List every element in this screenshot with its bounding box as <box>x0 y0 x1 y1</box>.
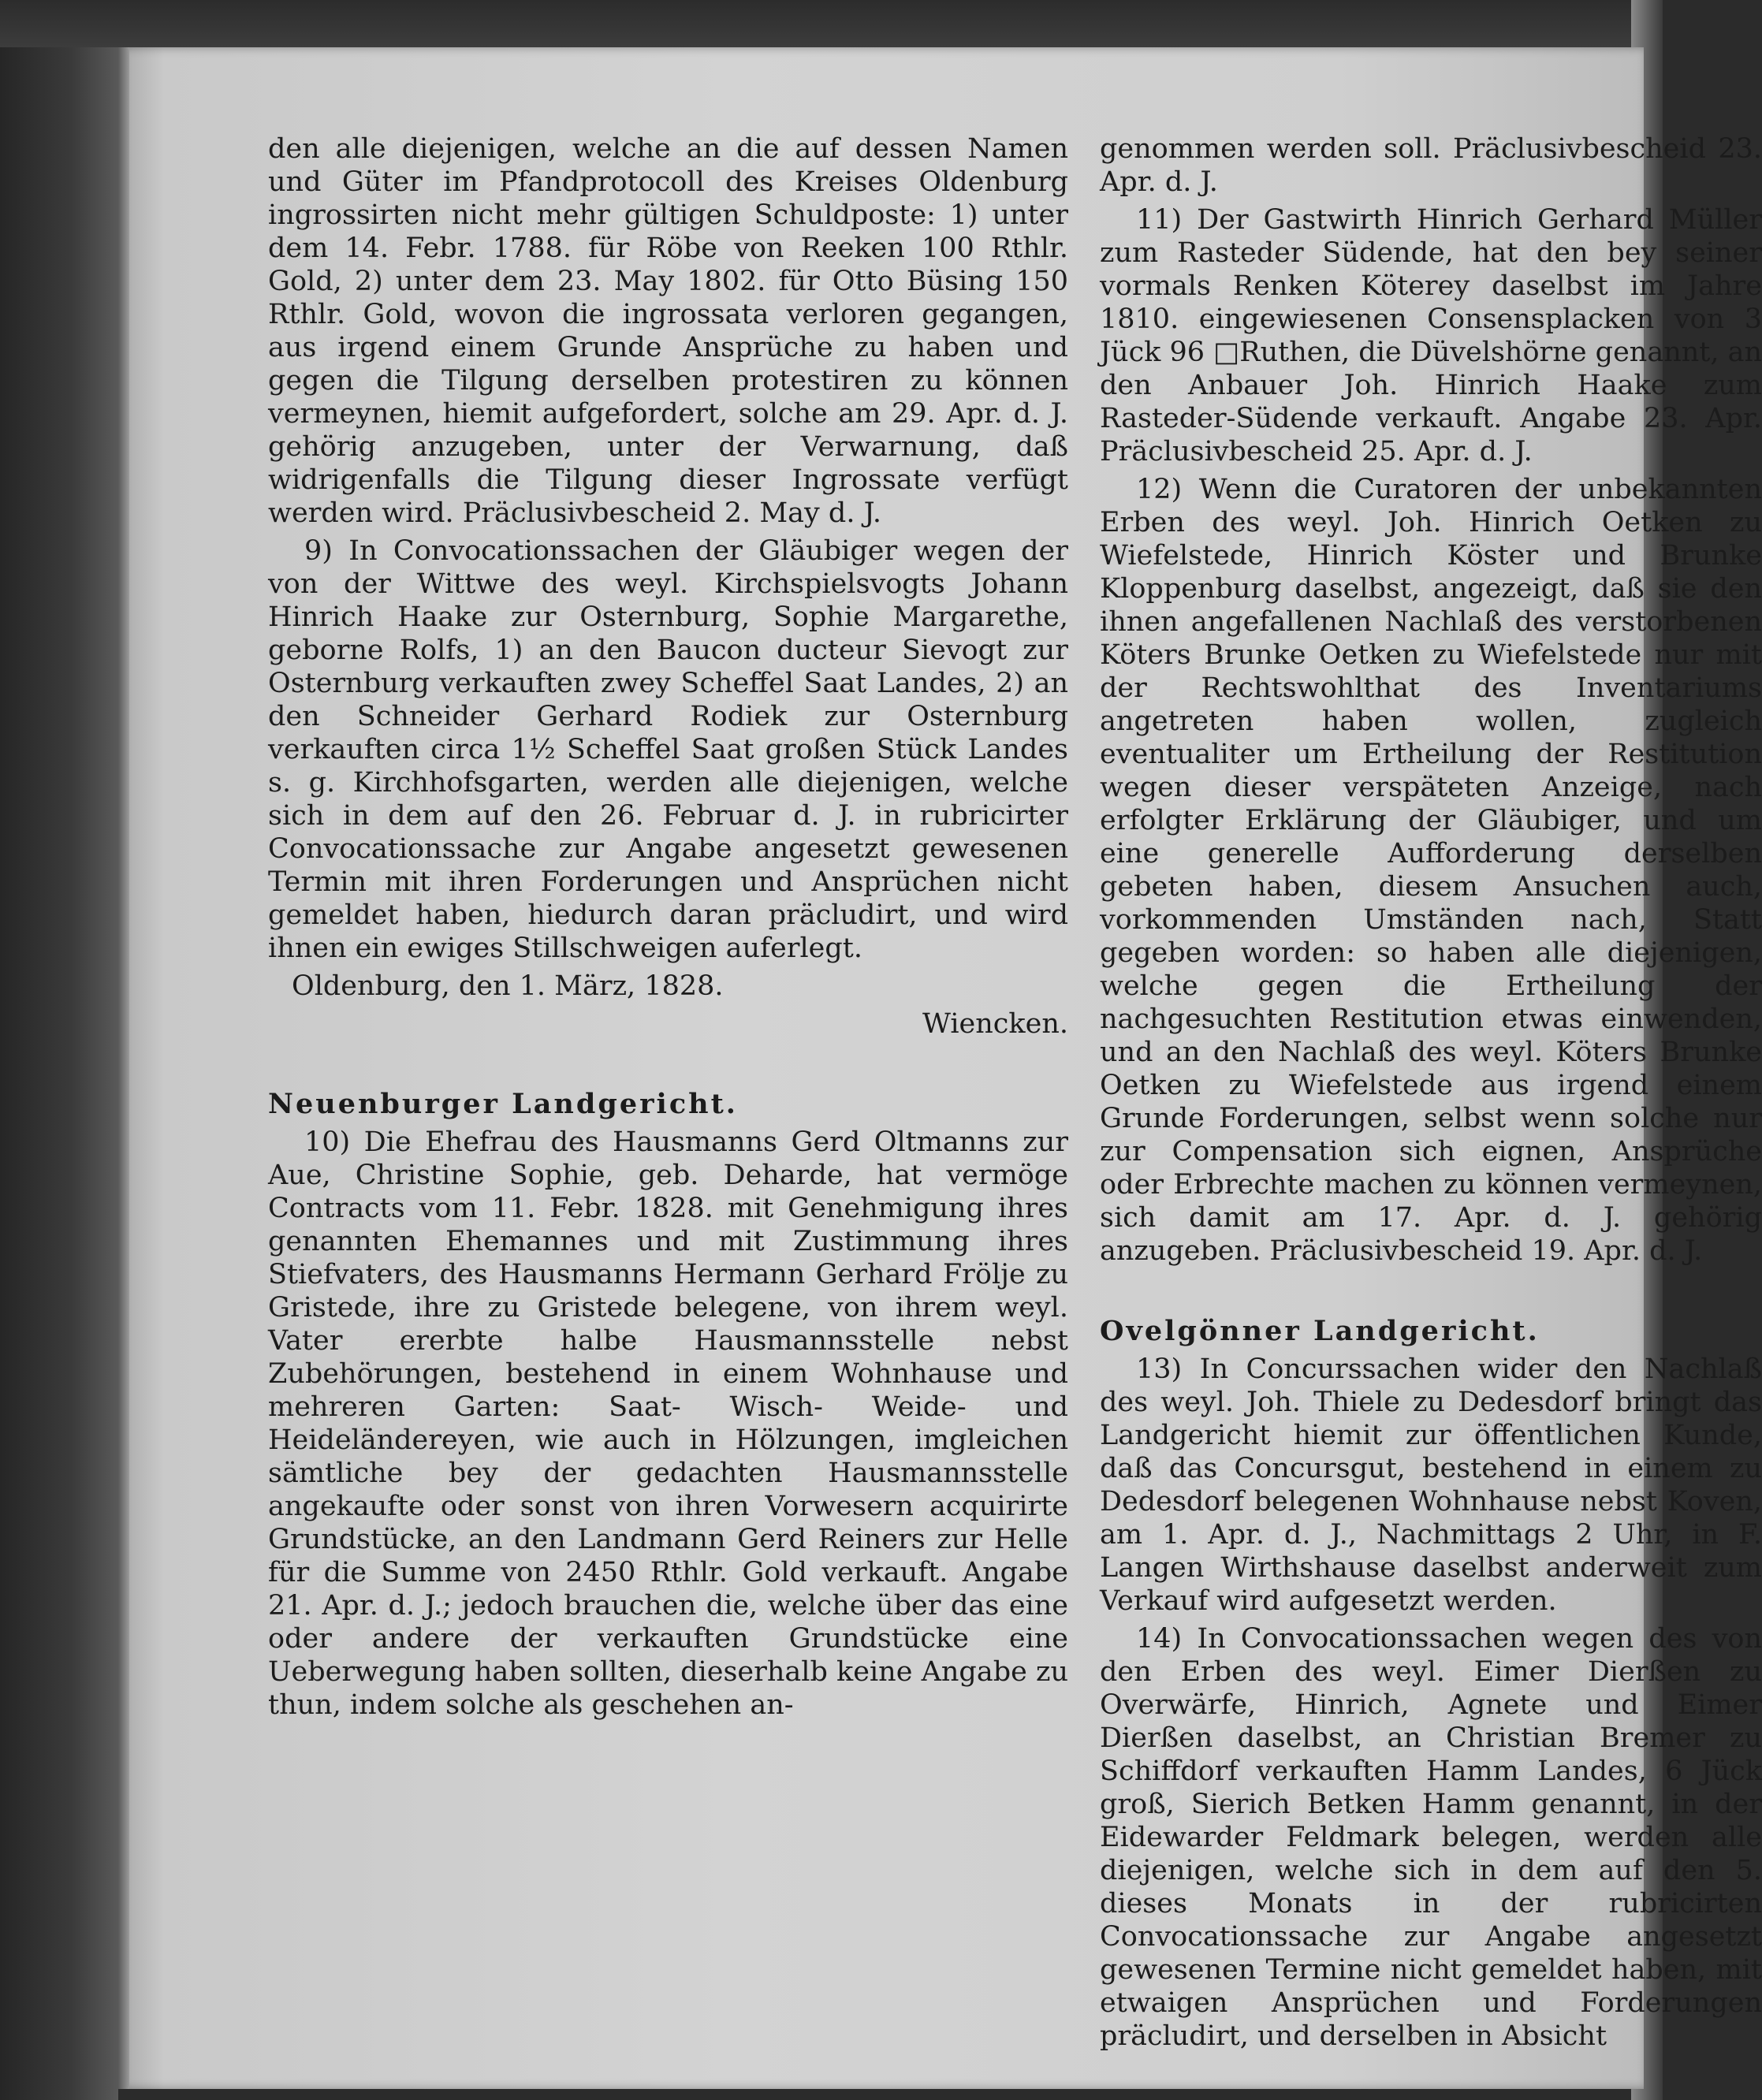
left-column <box>268 132 1068 1722</box>
notice-13: 13) In Concurssachen wider den Nachlaß des weyl. Joh. Thiele zu Dedesdorf bringt das Landgericht hiemit zur öffentlichen Kunde, daß das Concursgut, bestehend in einem zu Dedesdorf belegenen Wohnhause nebst Koven, am 1. Apr. d. J., Nachmittags 2 Uhr, in F. Langen Wirthshause daselbst anderweit zum Verkauf wird aufgesetzt werden. <box>1100 1353 1762 1617</box>
notice-14: 14) In Convocationssachen wegen des von den Erben des weyl. Eimer Dierßen zu Overwärfe, Hinrich, Agnete und Eimer Dierßen daselbst, an Christian Bremer zu Schiffdorf verkauften Hamm Landes, 6 Jück groß, Sierich Betken Hamm genannt, in der Eidewarder Feldmark belegen, werden alle diejenigen, welche sich in dem auf den 5. dieses Monats in der rubricirten Convocationssache zur Angabe angesetzt gewesenen Termine nicht gemeldet haben, mit etwaigen Ansprüchen und Forderungen präcludirt, und derselben in Absicht <box>1100 1623 1762 2052</box>
right-column <box>1100 132 1762 2053</box>
scan-background-top <box>0 0 1663 47</box>
place-date: Oldenburg, den 1. März, 1828. <box>292 970 724 1002</box>
notice-12: 12) Wenn die Curatoren der unbekannten Erben des weyl. Joh. Hinrich Oetken zu Wiefelstede, Hinrich Köster und Brunke Kloppenburg daselbst, angezeigt, daß sie den ihnen angefallenen Nachlaß des verstorbenen Köters Brunke Oetken zu Wiefelstede nur mit der Rechtswohlthat des Inventariums angetreten haben wollen, zugleich eventualiter um Ertheilung der Restitution wegen dieser verspäteten Anzeige, nach erfolgter Erklärung der Gläubiger, und um eine generelle Aufforderung derselben gebeten haben, diesem Ansuchen auch, vorkommenden Umständen nach, Statt gegeben worden: so haben alle diejenigen, welche gegen die Ertheilung der nachgesuchten Restitution etwas einwenden, und an den Nachlaß des weyl. Köters Brunke Oetken zu Wiefelstede aus irgend einem Grunde Forderungen, selbst wenn solche nur zur Compensation sich eignen, Ansprüche oder Erbrechte machen zu können vermeynen, sich damit am 17. Apr. d. J. gehörig anzugeben. Präclusivbescheid 19. Apr. d. J. <box>1100 474 1762 1267</box>
section-heading-ovelgoenne: Ovelgönner Landgericht. <box>1100 1315 1540 1347</box>
notice-10: 10) Die Ehefrau des Hausmanns Gerd Oltmanns zur Aue, Christine Sophie, geb. Deharde, hat vermöge Contracts vom 11. Febr. 1828. mit Genehmigung ihres genannten Ehemannes und mit Zustimmung ihres Stiefvaters, des Hausmanns Hermann Gerhard Frölje zu Gristede, ihre zu Gristede belegene, von ihrem weyl. Vater ererbte halbe Hausmannsstelle nebst Zubehörungen, bestehend in einem Wohnhause und mehreren Garten: Saat- Wisch- Weide- und Heideländereyen, wie auch in Hölzungen, imgleichen sämtliche bey der gedachten Hausmannsstelle angekaufte oder sonst von ihren Vorwesern acquirirte Grundstücke, an den Landmann Gerd Reiners zur Helle für die Summe von 2450 Rthlr. Gold verkauft. Angabe 21. Apr. d. J.; jedoch brauchen die, welche über das eine oder andere der verkauften Grundstücke eine Ueberwegung haben sollten, dieserhalb keine Angabe zu thun, indem solche als geschehen an- <box>268 1126 1068 1721</box>
notice-11: 11) Der Gastwirth Hinrich Gerhard Müller zum Rasteder Südende, hat den bey seiner vormals Renken Köterey daselbst im Jahre 1810. eingewiesenen Consensplacken von 3 Jück 96 □Ruthen, die Düvelshörne genannt, an den Anbauer Joh. Hinrich Haake zum Rasteder-Südende verkauft. Angabe 23. Apr. Präclusivbescheid 25. Apr. d. J. <box>1100 204 1762 467</box>
scan-background-left <box>0 0 118 2100</box>
page-gutter <box>118 47 129 2089</box>
continued-paragraph: genommen werden soll. Präclusivbescheid 23. Apr. d. J. <box>1100 133 1762 198</box>
intro-paragraph: den alle diejenigen, welche an die auf dessen Namen und Güter im Pfandprotocoll des Kreises Oldenburg ingrossirten nicht mehr gültigen Schuldposte: 1) unter dem 14. Febr. 1788. für Röbe von Reeken 100 Rthlr. Gold, 2) unter dem 23. May 1802. für Otto Büsing 150 Rthlr. Gold, wovon die ingrossata verloren gegangen, aus irgend einem Grunde Ansprüche zu haben und gegen die Tilgung derselben protestiren zu können vermeynen, hiemit aufgefordert, solche am 29. Apr. d. J. gehörig anzugeben, unter der Verwarnung, daß widrigenfalls die Tilgung dieser Ingrossate verfügt werden wird. Präclusivbescheid 2. May d. J. <box>268 133 1068 529</box>
section-heading-neuenburg: Neuenburger Landgericht. <box>268 1088 738 1120</box>
signature: Wiencken. <box>922 1008 1068 1040</box>
newspaper-page <box>118 47 1762 2089</box>
notice-9: 9) In Convocationssachen der Gläubiger wegen der von der Wittwe des weyl. Kirchspielsvogts Johann Hinrich Haake zur Osternburg, Sophie Margarethe, geborne Rolfs, 1) an den Baucon ducteur Sievogt zur Osternburg verkauften zwey Scheffel Saat Landes, 2) an den Schneider Gerhard Rodiek zur Osternburg verkauften circa 1½ Scheffel Saat großen Stück Landes s. g. Kirchhofsgarten, werden alle diejenigen, welche sich in dem auf den 26. Februar d. J. in rubricirter Convocationssache zur Angabe angesetzt gewesenen Termin mit ihren Forderungen und Ansprüchen nicht gemeldet haben, hiedurch daran präcludirt, und wird ihnen ein ewiges Stillschweigen auferlegt. <box>268 535 1068 964</box>
